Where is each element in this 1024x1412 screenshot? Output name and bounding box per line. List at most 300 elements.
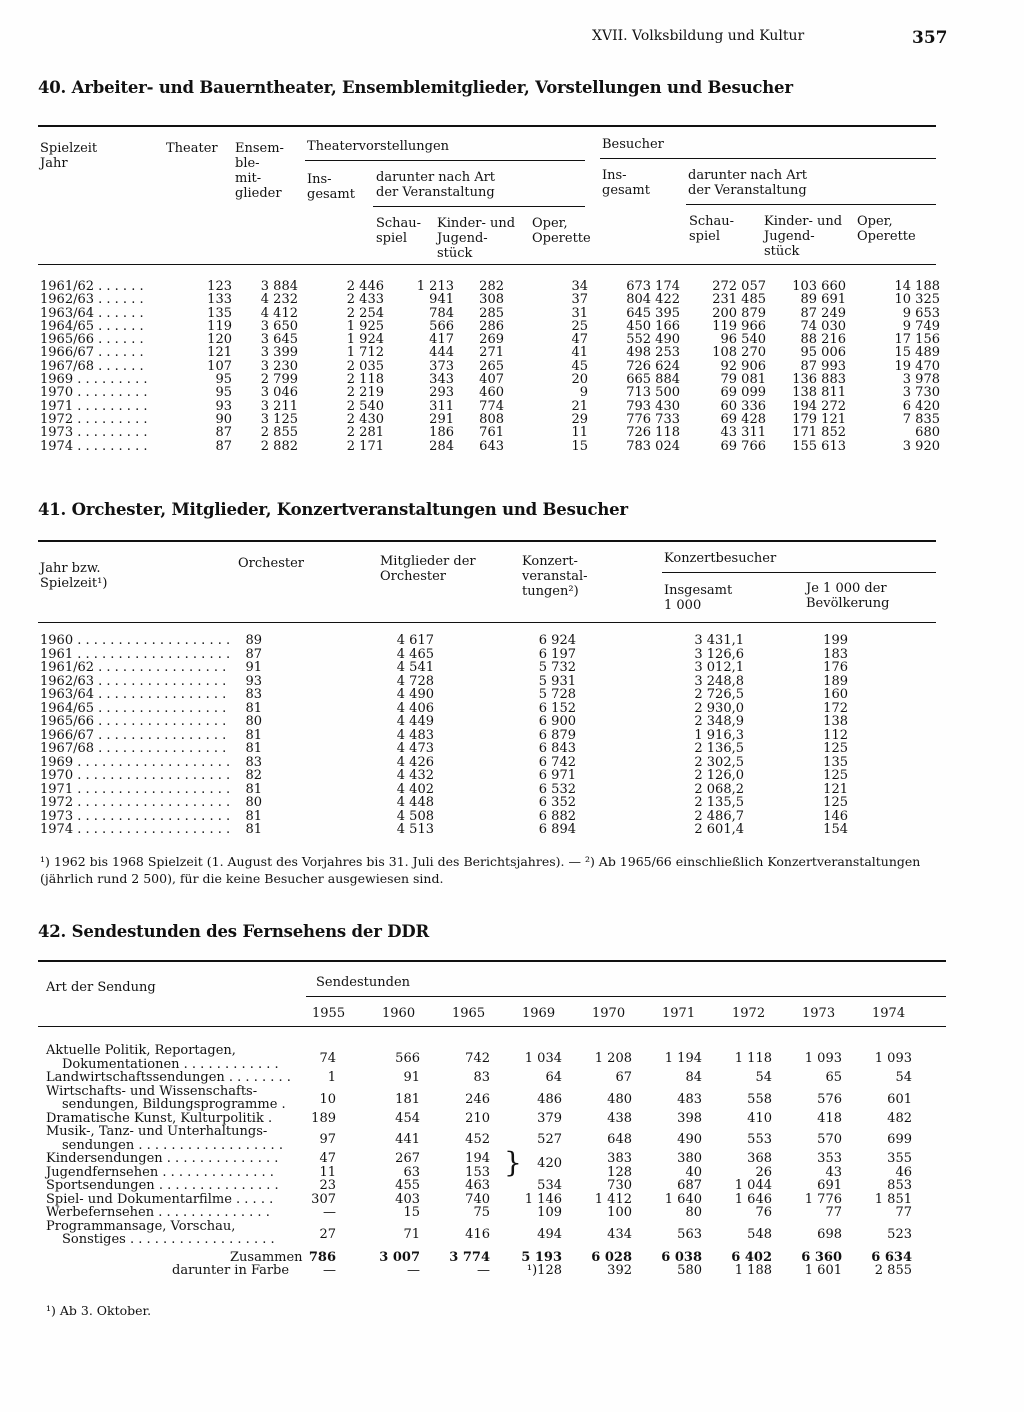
cell: 210 [465, 1110, 490, 1126]
table-row [40, 756, 940, 770]
t41-col-members: Mitglieder der Orchester [380, 554, 476, 584]
cell: 2 726,5 [694, 687, 744, 702]
cell: 138 811 [792, 385, 846, 401]
cell: 3 126,6 [694, 646, 744, 662]
t41-group-visitors: Konzertbesucher [664, 551, 777, 566]
table-42-header-rule [38, 1026, 946, 1027]
t40-group-visitors-rule [600, 158, 936, 159]
cell: 95 006 [800, 345, 846, 361]
row-label: 1966/67 . . . . . . [40, 345, 144, 361]
cell: 87 [215, 425, 232, 441]
cell: 416 [465, 1226, 490, 1242]
cell: 311 [429, 398, 454, 414]
cell: 200 879 [712, 305, 766, 321]
total-cell: 786 [308, 1249, 336, 1265]
cell: 383 [607, 1151, 632, 1166]
cell: 6 894 [538, 822, 576, 837]
row-label: 1967/68 . . . . . . . . . . . . . . . . [40, 741, 227, 756]
t40-group-perf-rule [305, 160, 585, 161]
cell: 103 660 [792, 279, 846, 294]
cell: 455 [395, 1178, 420, 1193]
cell: 81 [245, 741, 262, 756]
cell: 1 925 [346, 318, 384, 334]
cell: 691 [817, 1178, 842, 1193]
cell: 3 125 [260, 411, 298, 427]
cell: 37 [571, 292, 588, 308]
table-row [40, 320, 940, 333]
cell: 398 [677, 1110, 702, 1126]
row-label: 1971 . . . . . . . . . [40, 398, 148, 414]
cell: 272 057 [712, 279, 766, 294]
cell: 5 732 [538, 660, 576, 675]
cell: 4 617 [396, 633, 434, 648]
cell: 91 [245, 660, 262, 675]
cell: 726 624 [626, 358, 680, 374]
cell: 87 [215, 438, 232, 454]
row-label: 1974 . . . . . . . . . [40, 438, 148, 454]
cell: 480 [607, 1091, 632, 1107]
cell: 776 733 [626, 411, 680, 427]
cell: 1 924 [346, 332, 384, 348]
cell: 3 248,8 [694, 673, 744, 689]
cell: 60 336 [720, 398, 766, 414]
cell: 146 [823, 808, 848, 824]
cell: 566 [395, 1051, 420, 1067]
t40-col-perf-bytype: darunter nach Art der Veranstaltung [376, 170, 496, 200]
cell: 601 [887, 1091, 912, 1107]
cell: 648 [607, 1132, 632, 1148]
cell: 76 [755, 1205, 772, 1220]
cell: 2 281 [346, 425, 384, 441]
cell: 1 034 [524, 1051, 562, 1067]
cell: 343 [429, 372, 454, 388]
cell: 645 395 [626, 305, 680, 321]
row-label: Programmansage, Vorschau, [46, 1218, 236, 1234]
table-row [40, 346, 940, 359]
t42-group-hours: Sendestunden [316, 975, 411, 990]
cell: 154 [823, 822, 848, 837]
cell: 97 [319, 1132, 336, 1148]
table-row [40, 661, 940, 675]
row-label: 1961 . . . . . . . . . . . . . . . . . . . [40, 646, 231, 662]
cell: 15 [403, 1205, 420, 1220]
cell: 793 430 [626, 398, 680, 414]
table-row [40, 307, 940, 320]
row-label: Werbefernsehen . . . . . . . . . . . . . . [46, 1205, 270, 1220]
total-label: Zusammen [230, 1249, 303, 1265]
cell: 1 851 [874, 1191, 912, 1207]
cell: 11 [571, 425, 588, 441]
row-label: Kindersendungen . . . . . . . . . . . . . . [46, 1151, 279, 1166]
table-row [40, 386, 940, 399]
year-header: 1965 [452, 1006, 486, 1021]
cell: 853 [887, 1178, 912, 1193]
cell: 125 [823, 741, 848, 756]
cell: 20 [571, 372, 588, 388]
cell-merged: 420 [537, 1156, 562, 1171]
cell: 100 [607, 1205, 632, 1220]
running-head: XVII. Volksbildung und Kultur [592, 28, 805, 44]
cell: 194 272 [792, 398, 846, 414]
cell: 23 [319, 1178, 336, 1193]
cell: 355 [887, 1151, 912, 1166]
table-row [40, 729, 940, 743]
cell: 69 766 [720, 438, 766, 454]
cell: 441 [395, 1132, 420, 1148]
cell: 186 [429, 425, 454, 441]
cell: 125 [823, 768, 848, 783]
cell: 17 156 [894, 332, 940, 348]
cell: 3 730 [902, 385, 940, 401]
cell: 486 [537, 1091, 562, 1107]
row-label: 1964/65 . . . . . . [40, 318, 144, 334]
cell: 284 [429, 438, 454, 454]
cell: 189 [823, 673, 848, 689]
total-cell: 6 360 [801, 1249, 842, 1265]
cell: 25 [571, 318, 588, 334]
cell: 353 [817, 1151, 842, 1166]
table-row [40, 675, 940, 689]
t40-group-visitors: Besucher [602, 137, 664, 152]
cell: 93 [245, 673, 262, 689]
cell: 2 171 [346, 438, 384, 454]
cell: 10 325 [894, 292, 940, 308]
cell: 434 [607, 1226, 632, 1242]
cell: 3 978 [902, 372, 940, 388]
cell: 121 [823, 781, 848, 797]
cell: 808 [479, 411, 504, 427]
cell: 155 613 [792, 438, 846, 454]
cell: 6 900 [538, 714, 576, 729]
cell: 231 485 [712, 292, 766, 308]
cell: 2 136,5 [694, 741, 744, 756]
cell: 3 046 [260, 385, 298, 401]
table-40-body [40, 280, 940, 453]
cell: 69 428 [720, 411, 766, 427]
total-cell: 6 402 [731, 1249, 772, 1265]
cell: 75 [473, 1205, 490, 1220]
cell: 308 [479, 292, 504, 308]
cell: 4 232 [260, 292, 298, 308]
row-label: 1969 . . . . . . . . . . . . . . . . . . . [40, 754, 231, 770]
total-cell: 6 028 [591, 1249, 632, 1265]
cell: 4 406 [396, 700, 434, 716]
cell: 81 [245, 700, 262, 716]
cell: 3 920 [902, 438, 940, 454]
cell: 80 [685, 1205, 702, 1220]
cell: 1 776 [804, 1191, 842, 1207]
cell: 77 [895, 1205, 912, 1220]
cell: 1 640 [664, 1191, 702, 1207]
cell: 7 835 [902, 411, 940, 427]
row-label: Dramatische Kunst, Kulturpolitik . [46, 1110, 273, 1126]
cell: 95 [215, 385, 232, 401]
cell: 527 [537, 1132, 562, 1148]
t41-group-visitors-rule [662, 572, 936, 573]
cell: 460 [479, 385, 504, 401]
cell: 742 [465, 1051, 490, 1067]
cell: 2 433 [346, 292, 384, 308]
cell: 93 [215, 398, 232, 414]
table-row [40, 810, 940, 824]
row-label: Sonstiges . . . . . . . . . . . . . . . . . . [62, 1232, 275, 1247]
cell: 80 [245, 714, 262, 729]
cell: 2 135,5 [694, 795, 744, 810]
table-row [40, 333, 940, 346]
cell: 4 448 [396, 795, 434, 810]
row-label: 1965/66 . . . . . . [40, 332, 144, 348]
t40-col-members: Ensem- ble- mit- glieder [235, 141, 284, 201]
row-label: 1962/63 . . . . . . [40, 292, 144, 308]
cell: 687 [677, 1178, 702, 1193]
cell: 26 [755, 1164, 772, 1180]
year-header: 1973 [802, 1006, 836, 1021]
cell: 3 230 [260, 358, 298, 374]
t40-vis-bytype-rule [686, 204, 936, 205]
cell: 40 [685, 1164, 702, 1180]
cell: 2 486,7 [694, 808, 744, 824]
cell: 380 [677, 1151, 702, 1166]
cell: 172 [823, 700, 848, 716]
cell: 6 924 [538, 633, 576, 648]
cell: 2 219 [346, 385, 384, 401]
cell: 558 [747, 1091, 772, 1107]
row-label: 1961/62 . . . . . . [40, 279, 144, 294]
table-42-footnote: ¹) Ab 3. Oktober. [46, 1303, 152, 1318]
cell: 783 024 [626, 438, 680, 454]
cell: 4 402 [396, 781, 434, 797]
cell: 183 [823, 646, 848, 662]
row-label: 1973 . . . . . . . . . . . . . . . . . . . [40, 808, 231, 824]
row-label: Wirtschafts- und Wissenschafts- [46, 1083, 258, 1099]
cell: 81 [245, 808, 262, 824]
cell: 368 [747, 1151, 772, 1166]
cell: 135 [823, 754, 848, 770]
cell: 548 [747, 1226, 772, 1242]
cell: 2 254 [346, 305, 384, 321]
cell: 89 [245, 633, 262, 648]
cell: 31 [571, 305, 588, 321]
cell: 9 [579, 385, 588, 401]
cell: 125 [823, 795, 848, 810]
cell: 95 [215, 372, 232, 388]
table-row [40, 783, 940, 797]
row-label: 1963/64 . . . . . . . . . . . . . . . . [40, 687, 227, 702]
row-label: Musik-, Tanz- und Unterhaltungs- [46, 1124, 268, 1139]
cell: 3 645 [260, 332, 298, 348]
cell: 81 [245, 822, 262, 837]
table-41-header-rule [38, 622, 936, 623]
cell: 534 [537, 1178, 562, 1193]
cell: 29 [571, 411, 588, 427]
cell: 761 [479, 425, 504, 441]
cell: 1 146 [524, 1191, 562, 1207]
cell: 4 513 [396, 822, 434, 837]
cell: 2 348,9 [694, 714, 744, 729]
row-label: sendungen . . . . . . . . . . . . . . . . . . [62, 1137, 283, 1153]
color-cell: 580 [677, 1263, 702, 1278]
row-label: 1969 . . . . . . . . . [40, 372, 148, 388]
cell: 19 470 [894, 358, 940, 374]
cell: 482 [887, 1110, 912, 1126]
cell: 3 650 [260, 318, 298, 334]
table-41-top-rule [38, 540, 936, 542]
cell: 128 [607, 1164, 632, 1180]
cell: 680 [915, 425, 940, 441]
cell: 6 420 [902, 398, 940, 414]
row-label: 1970 . . . . . . . . . [40, 385, 148, 401]
cell: 1 213 [416, 279, 454, 294]
total-cell: 6 634 [871, 1249, 912, 1265]
cell: 2 126,0 [694, 768, 744, 783]
total-cell: 6 038 [661, 1249, 702, 1265]
table-40-top-rule [38, 125, 936, 127]
cell: 87 249 [800, 305, 846, 321]
cell: 6 882 [538, 808, 576, 824]
cell: 673 174 [626, 279, 680, 294]
t40-col-perf-total: Ins- gesamt [307, 172, 355, 202]
cell: 112 [823, 727, 848, 743]
cell: 265 [479, 358, 504, 374]
cell: 2 882 [260, 438, 298, 454]
cell: 643 [479, 438, 504, 454]
cell: 379 [537, 1110, 562, 1126]
cell: 2 799 [260, 372, 298, 388]
table-40-header-rule [38, 264, 936, 265]
cell: 121 [207, 345, 232, 361]
cell: 267 [395, 1151, 420, 1166]
table-row [40, 796, 940, 810]
cell: 452 [465, 1132, 490, 1148]
table-row [40, 688, 940, 702]
cell: 54 [895, 1070, 912, 1085]
row-label: 1961/62 . . . . . . . . . . . . . . . . [40, 660, 227, 675]
t40-perf-bytype-rule [373, 206, 585, 207]
color-cell: ¹)128 [526, 1263, 562, 1278]
row-label: 1963/64 . . . . . . [40, 305, 144, 321]
cell: 2 430 [346, 411, 384, 427]
t40-col-perf-kids: Kinder- und Jugend- stück [437, 216, 516, 261]
cell: 9 653 [902, 305, 940, 321]
cell: 2 068,2 [694, 781, 744, 797]
table-row [40, 715, 940, 729]
cell: 3 431,1 [694, 633, 744, 648]
cell: 181 [395, 1091, 420, 1107]
cell: 123 [207, 279, 232, 294]
cell: 199 [823, 633, 848, 648]
cell: 83 [473, 1070, 490, 1085]
cell: 726 118 [626, 425, 680, 441]
cell: 54 [755, 1070, 772, 1085]
t40-col-perf-opera: Oper, Operette [532, 216, 591, 246]
table-row [40, 440, 940, 453]
cell: 804 422 [626, 292, 680, 308]
cell: 285 [479, 305, 504, 321]
t40-col-theater: Theater [166, 141, 218, 156]
color-cell: 392 [607, 1263, 632, 1278]
cell: 2 540 [346, 398, 384, 414]
cell: 69 099 [720, 385, 766, 401]
cell: 171 852 [792, 425, 846, 441]
table-row [40, 373, 940, 386]
color-cell: — [323, 1263, 336, 1278]
cell: 79 081 [720, 372, 766, 388]
cell: 160 [823, 687, 848, 702]
cell: 6 879 [538, 727, 576, 743]
table-row [40, 742, 940, 756]
cell: 552 490 [626, 332, 680, 348]
cell: 74 030 [800, 318, 846, 334]
cell: 1 194 [664, 1051, 702, 1067]
cell: 576 [817, 1091, 842, 1107]
cell: 4 473 [396, 741, 434, 756]
cell: 698 [817, 1226, 842, 1242]
cell: 1 412 [594, 1191, 632, 1207]
row-label: 1971 . . . . . . . . . . . . . . . . . . . [40, 781, 231, 797]
color-label: darunter in Farbe [172, 1263, 290, 1278]
table-41-body [40, 634, 940, 837]
cell: 87 993 [800, 358, 846, 374]
cell: 107 [207, 358, 232, 374]
cell: 293 [429, 385, 454, 401]
cell: 83 [245, 687, 262, 702]
row-label: 1964/65 . . . . . . . . . . . . . . . . [40, 700, 227, 716]
cell: 43 311 [720, 425, 766, 441]
table-40-title: 40. Arbeiter- und Bauerntheater, Ensemblemitglieder, Vorstellungen und Besucher [38, 78, 793, 97]
cell: 5 931 [538, 673, 576, 689]
cell: 6 843 [538, 741, 576, 756]
year-header: 1971 [662, 1006, 696, 1021]
cell: 282 [479, 279, 504, 294]
cell: 483 [677, 1091, 702, 1107]
cell: 246 [465, 1091, 490, 1107]
color-cell: 1 188 [734, 1263, 772, 1278]
cell: 307 [311, 1191, 336, 1207]
cell: 47 [319, 1151, 336, 1166]
cell: 941 [429, 292, 454, 308]
cell: 438 [607, 1110, 632, 1126]
cell: 194 [465, 1151, 490, 1166]
cell: 47 [571, 332, 588, 348]
cell: 189 [311, 1110, 336, 1126]
color-cell: — [407, 1263, 420, 1278]
cell: 4 508 [396, 808, 434, 824]
row-label: sendungen, Bildungsprogramme . [62, 1097, 286, 1112]
cell: 41 [571, 345, 588, 361]
cell: 4 541 [396, 660, 434, 675]
t40-col-vis-opera: Oper, Operette [857, 214, 916, 244]
cell: 80 [245, 795, 262, 810]
total-cell: 3 007 [379, 1249, 420, 1265]
cell: 82 [245, 768, 262, 783]
cell: 490 [677, 1132, 702, 1148]
cell: 88 216 [800, 332, 846, 348]
t42-group-hours-rule [306, 996, 946, 997]
row-label: Dokumentationen . . . . . . . . . . . . [62, 1056, 279, 1072]
cell: 784 [429, 305, 454, 321]
t41-col-concerts: Konzert- veranstal- tungen²) [522, 554, 588, 599]
cell: 3 211 [260, 398, 298, 414]
table-row [40, 634, 940, 648]
cell: 4 412 [260, 305, 298, 321]
cell: 153 [465, 1164, 490, 1180]
table-row [40, 400, 940, 413]
cell: — [323, 1205, 336, 1220]
cell: 15 489 [894, 345, 940, 361]
cell: 21 [571, 398, 588, 414]
cell: 566 [429, 318, 454, 334]
row-label: Sportsendungen . . . . . . . . . . . . . . . [46, 1178, 279, 1193]
